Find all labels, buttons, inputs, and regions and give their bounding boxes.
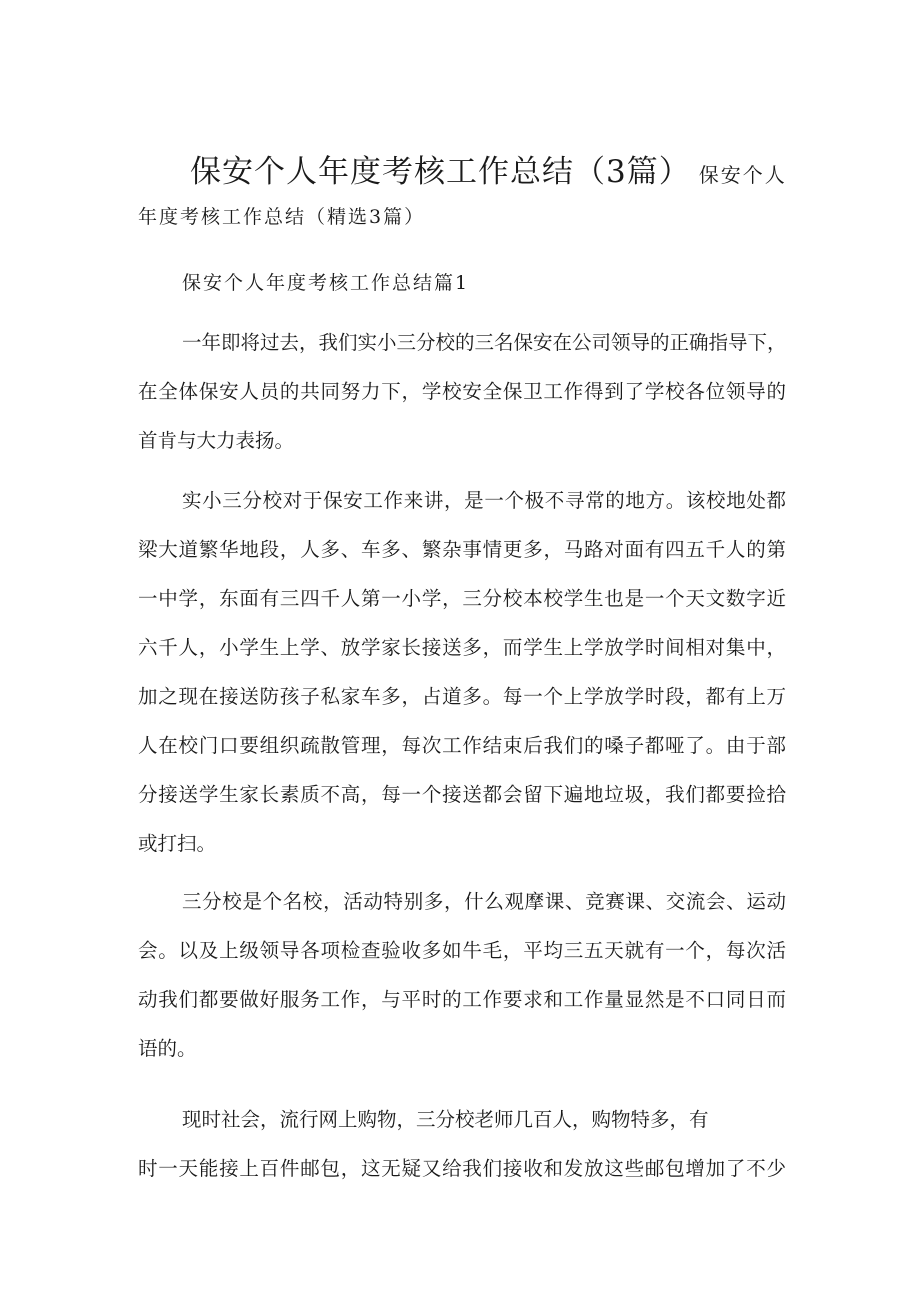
paragraph-line: 首肯与大力表扬。 bbox=[138, 429, 295, 452]
paragraph-line: 语的。 bbox=[138, 1037, 197, 1060]
paragraph-line: 一中学，东面有三四千人第一小学，三分校本校学生也是一个天文数字近 bbox=[138, 587, 786, 610]
paragraph-line: 加之现在接送防孩子私家车多，占道多。每一个上学放学时段，都有上万 bbox=[138, 685, 786, 708]
title-main: 保安个人年度考核工作总结（3篇） bbox=[190, 154, 691, 190]
paragraph-line: 分接送学生家长素质不高，每一个接送都会留下遍地垃圾，我们都要捡拾 bbox=[138, 783, 786, 806]
document-title bbox=[190, 146, 787, 191]
paragraph-line: 人在校门口要组织疏散管理，每次工作结束后我们的嗓子都哑了。由于部 bbox=[138, 734, 786, 757]
paragraph-line: 一年即将过去，我们实小三分校的三名保安在公司领导的正确指导下， bbox=[182, 331, 787, 354]
paragraph-line: 或打扫。 bbox=[138, 832, 217, 855]
title-suffix: 保安个人 bbox=[698, 163, 787, 187]
title-continuation: 年度考核工作总结（精选3篇） bbox=[138, 206, 426, 228]
paragraph-line: 会。以及上级领导各项检查验收多如牛毛，平均三五天就有一个，每次活 bbox=[138, 939, 786, 962]
paragraph-2 bbox=[138, 476, 786, 868]
paragraph-3 bbox=[138, 877, 786, 1073]
paragraph-line: 六千人，小学生上学、放学家长接送多，而学生上学放学时间相对集中， bbox=[138, 636, 786, 659]
paragraph-line: 在全体保安人员的共同努力下，学校安全保卫工作得到了学校各位领导的 bbox=[138, 380, 786, 403]
paragraph-line: 三分校是个名校，活动特别多，什么观摩课、竞赛课、交流会、运动 bbox=[182, 890, 786, 913]
paragraph-4 bbox=[138, 1095, 786, 1193]
paragraph-line: 实小三分校对于保安工作来讲，是一个极不寻常的地方。该校地处都 bbox=[182, 489, 786, 512]
paragraph-line: 动我们都要做好服务工作，与平时的工作要求和工作量显然是不口同日而 bbox=[138, 988, 786, 1011]
paragraph-line: 梁大道繁华地段，人多、车多、繁杂事情更多，马路对面有四五千人的第 bbox=[138, 538, 786, 561]
paragraph-line: 时一天能接上百件邮包，这无疑又给我们接收和发放这些邮包增加了不少 bbox=[138, 1157, 786, 1180]
section-heading: 保安个人年度考核工作总结篇1 bbox=[182, 272, 470, 294]
paragraph-1 bbox=[138, 318, 786, 465]
paragraph-line: 现时社会，流行网上购物，三分校老师几百人，购物特多，有 bbox=[182, 1108, 709, 1131]
